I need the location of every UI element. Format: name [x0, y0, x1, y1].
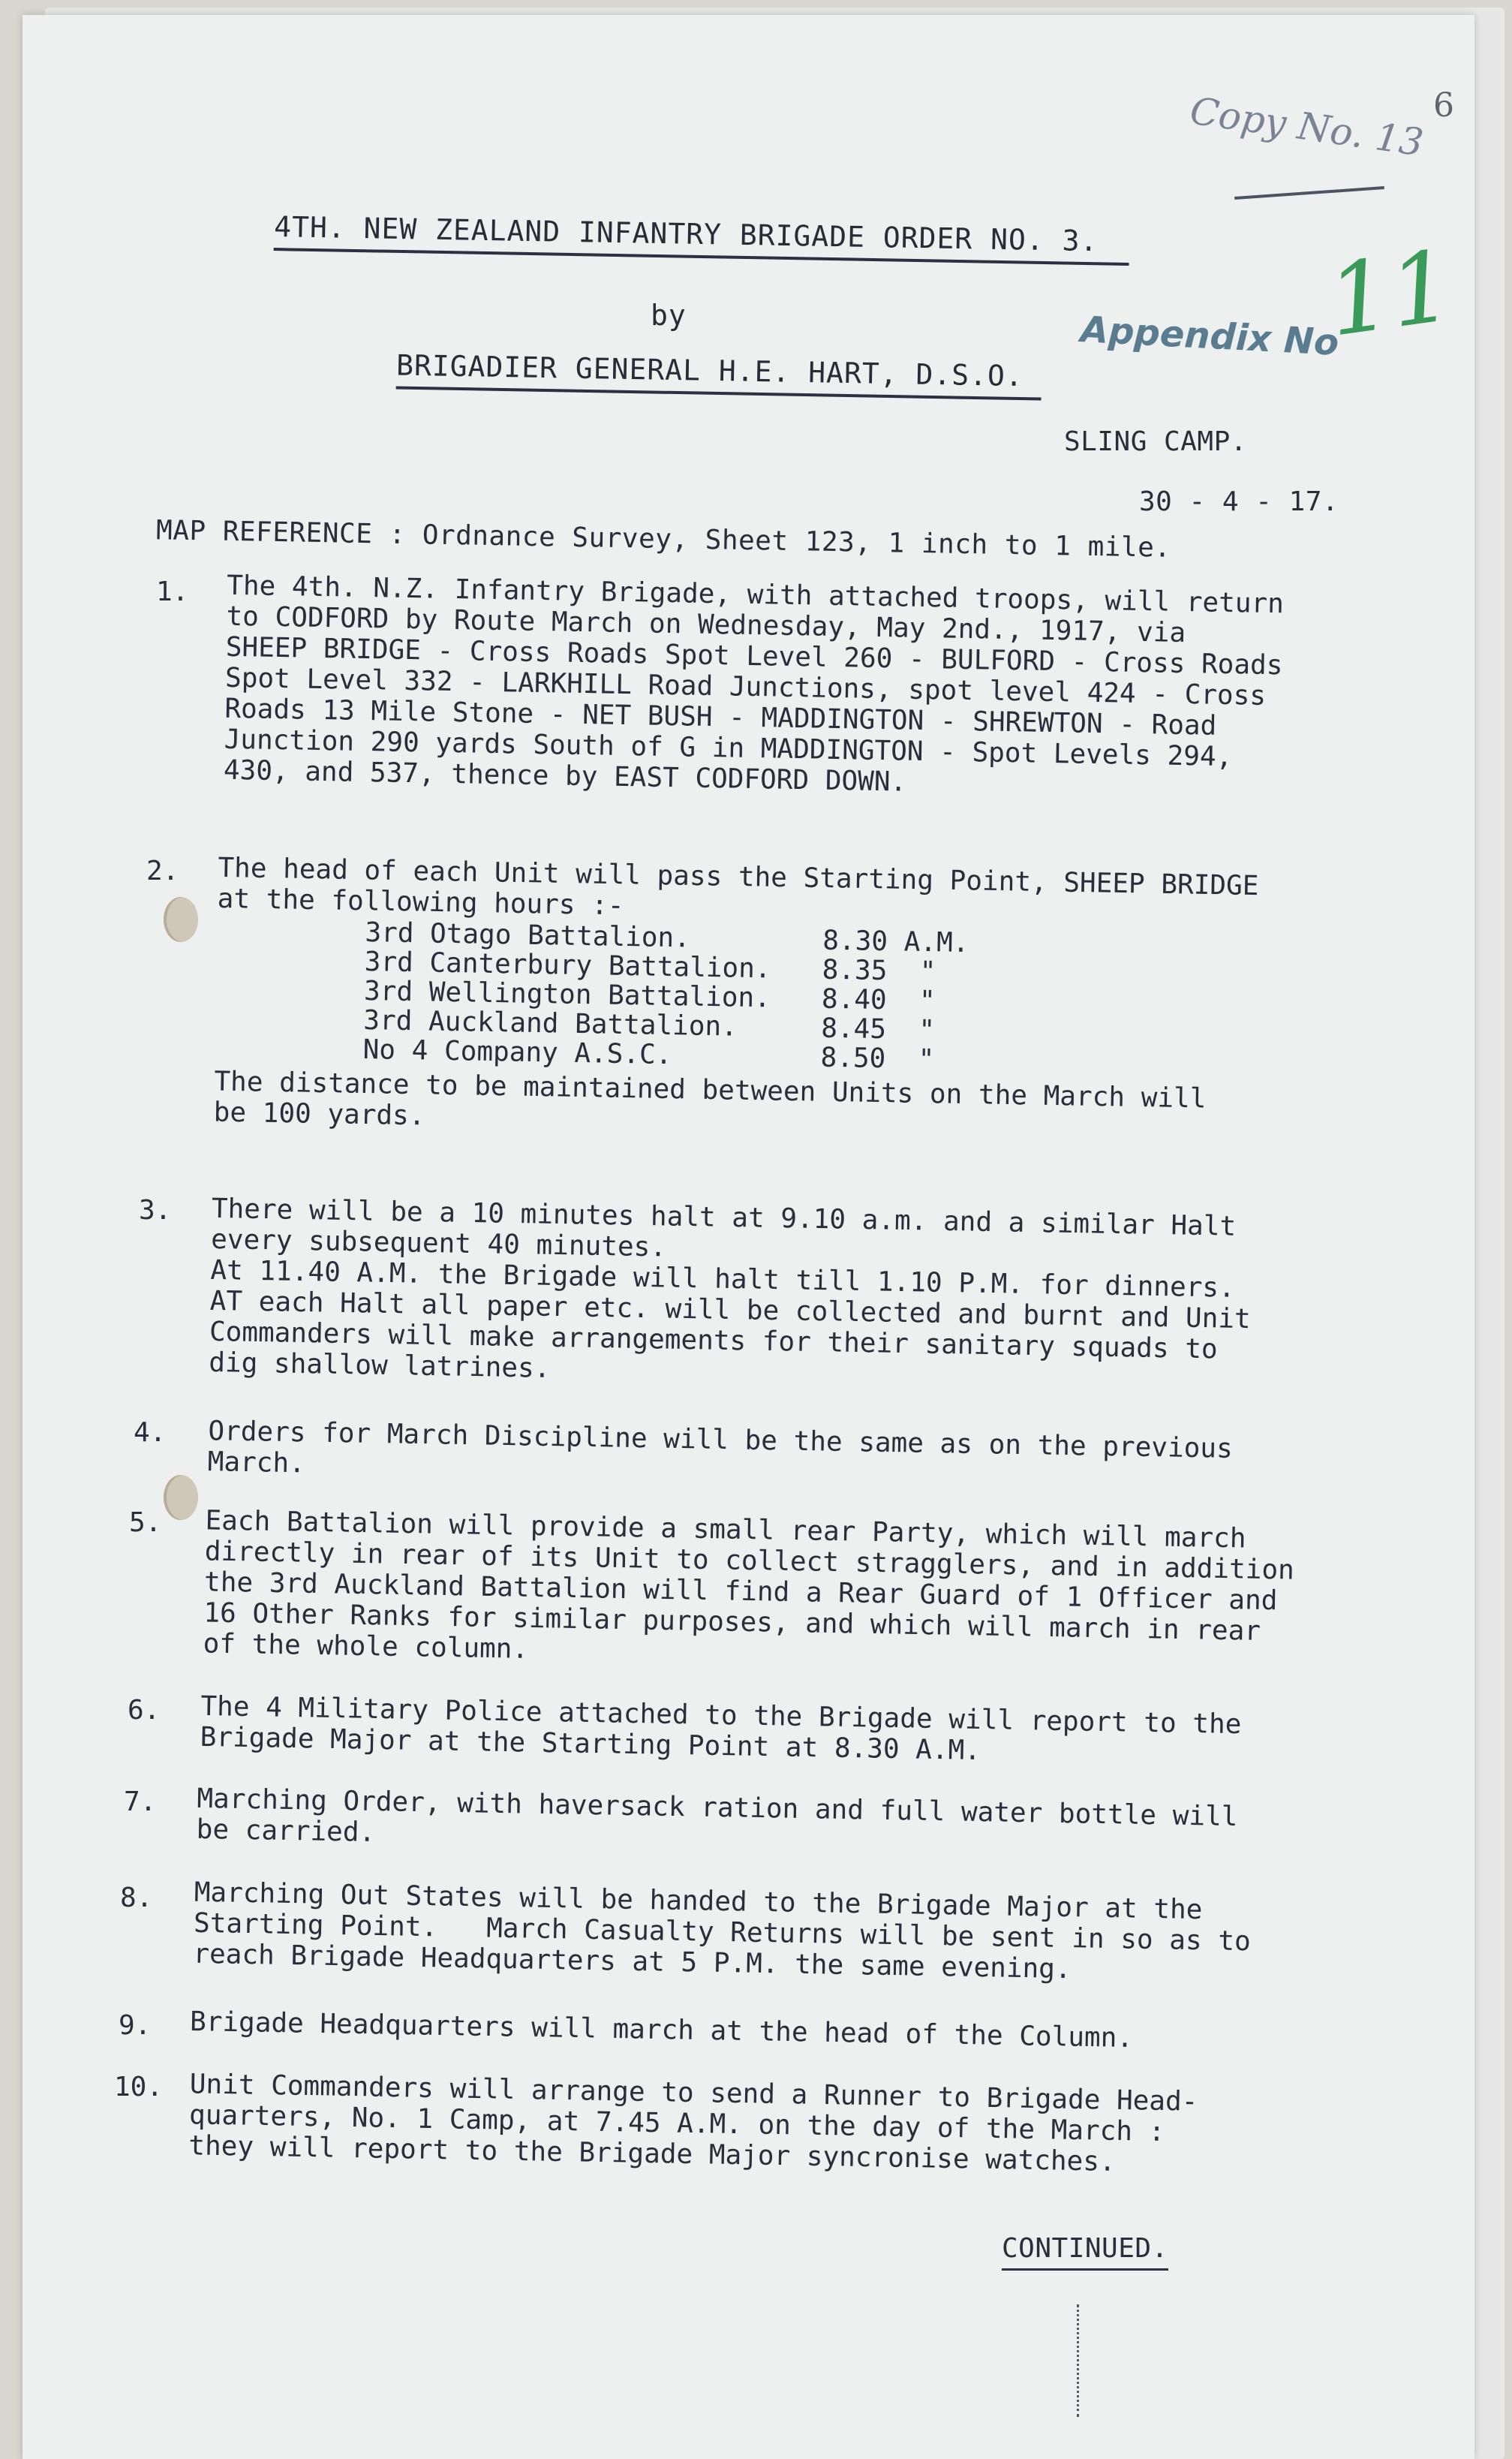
para-3-number: 3. — [139, 1195, 172, 1226]
order-author: BRIGADIER GENERAL H.E. HART, D.S.O. — [396, 348, 1042, 400]
continued-label: CONTINUED. — [1002, 2233, 1168, 2271]
para-5-text: Each Battalion will provide a small rear Party, which will march directly in rear of its Unit to collect stragglers, and in addition the 3rd Auckland Battalion will find a Rear Guard of 1 Officer and 16 Other Ranks for similar purposes, and which will march in rear of the whole column. — [203, 1505, 1295, 1665]
starting-point-schedule — [362, 918, 969, 1075]
schedule-row: 3rd Canterbury Battalion. 8.35 " — [364, 946, 936, 988]
para-8-text: Marching Out States will be handed to the Brigade Major at the Starting Point. March Casualty Returns will be sent in so as to reach Brigade Headquarters at 5 P.M. the same evening. — [193, 1877, 1252, 1985]
para-9-number: 9. — [119, 2010, 152, 2041]
para-5-number: 5. — [129, 1507, 162, 1538]
appendix-number: 11 — [1321, 228, 1460, 359]
schedule-row: 3rd Wellington Battalion. 8.40 " — [363, 975, 936, 1017]
date: 30 - 4 - 17. — [1139, 486, 1339, 517]
schedule-row: No 4 Company A.S.C. 8.50 " — [362, 1034, 935, 1076]
para-9-text: Brigade Headquarters will march at the head of the Column. — [189, 2006, 1134, 2054]
para-4-number: 4. — [134, 1417, 167, 1448]
order-by: by — [651, 299, 687, 332]
document-page — [23, 15, 1474, 2459]
appendix-stamp: Appendix No — [1079, 309, 1340, 364]
punch-hole-bottom — [164, 1475, 198, 1520]
para-10-number: 10. — [114, 2072, 164, 2102]
para-8-number: 8. — [120, 1883, 153, 1913]
copy-underline — [1234, 186, 1384, 200]
distance-note: The distance to be maintained between Units on the March will be 100 yards. — [213, 1066, 1207, 1132]
copy-number-mark: Copy No. 13 — [1187, 89, 1426, 165]
para-2-number: 2. — [146, 856, 179, 886]
para-3-text: There will be a 10 minutes halt at 9.10 a.m. and a similar Halt every subsequent 40 minutes. At 11.40 A.M. the Brigade will halt till 1.10 P.M. for dinners. AT each Halt all paper etc. will be collected and burnt and Unit Commanders will make arrangements for their sanitary squads to dig shallow latrines. — [208, 1193, 1252, 1384]
para-7-text: Marching Order, with haversack ration and full water bottle will be carried. — [196, 1783, 1238, 1849]
place: SLING CAMP. — [1064, 426, 1247, 457]
page-number: 6 — [1433, 86, 1454, 125]
order-title: 4TH. NEW ZEALAND INFANTRY BRIGADE ORDER NO. 3. — [274, 210, 1130, 266]
punch-hole-top — [164, 897, 198, 942]
para-7-number: 7. — [124, 1786, 157, 1817]
fold-mark — [1077, 2304, 1079, 2417]
para-6-text: The 4 Military Police attached to the Brigade will report to the Brigade Major at the Starting Point at 8.30 A.M. — [200, 1690, 1242, 1767]
schedule-row: 3rd Otago Battalion. 8.30 A.M. — [365, 916, 969, 959]
para-4-text: Orders for March Discipline will be the same as on the previous March. — [207, 1416, 1234, 1479]
para-1-number: 1. — [156, 576, 189, 607]
map-reference: MAP REFERENCE : Ordnance Survey, Sheet 123, 1 inch to 1 mile. — [155, 515, 1171, 564]
para-10-text: Unit Commanders will arrange to send a Runner to Brigade Head- quarters, No. 1 Camp, at 7.45 A.M. on the day of the March : they will report to the Brigade Major syncronise watches. — [188, 2069, 1198, 2178]
para-6-number: 6. — [128, 1695, 161, 1726]
para-1-text: The 4th. N.Z. Infantry Brigade, with attached troops, will return to CODFORD by Route March on Wednesday, May 2nd., 1917, via SHEEP BRIDGE - Cross Roads Spot Level 260 - BULFORD - Cross Roads Spot Level 332 - LARKHILL Road Junctions, spot level 424 - Cross Roads 13 Mile Stone - NET BUSH - MADDINGTON - SHREWTON - Road Junction 290 yards South of G in MADDINGTON - Spot Levels 294, 430, and 537, thence by EAST CODFORD DOWN. — [223, 570, 1285, 798]
para-2-text: The head of each Unit will pass the Starting Point, SHEEP BRIDGE at the following hours :- — [217, 852, 1259, 922]
schedule-row: 3rd Auckland Battalion. 8.45 " — [363, 1004, 936, 1046]
